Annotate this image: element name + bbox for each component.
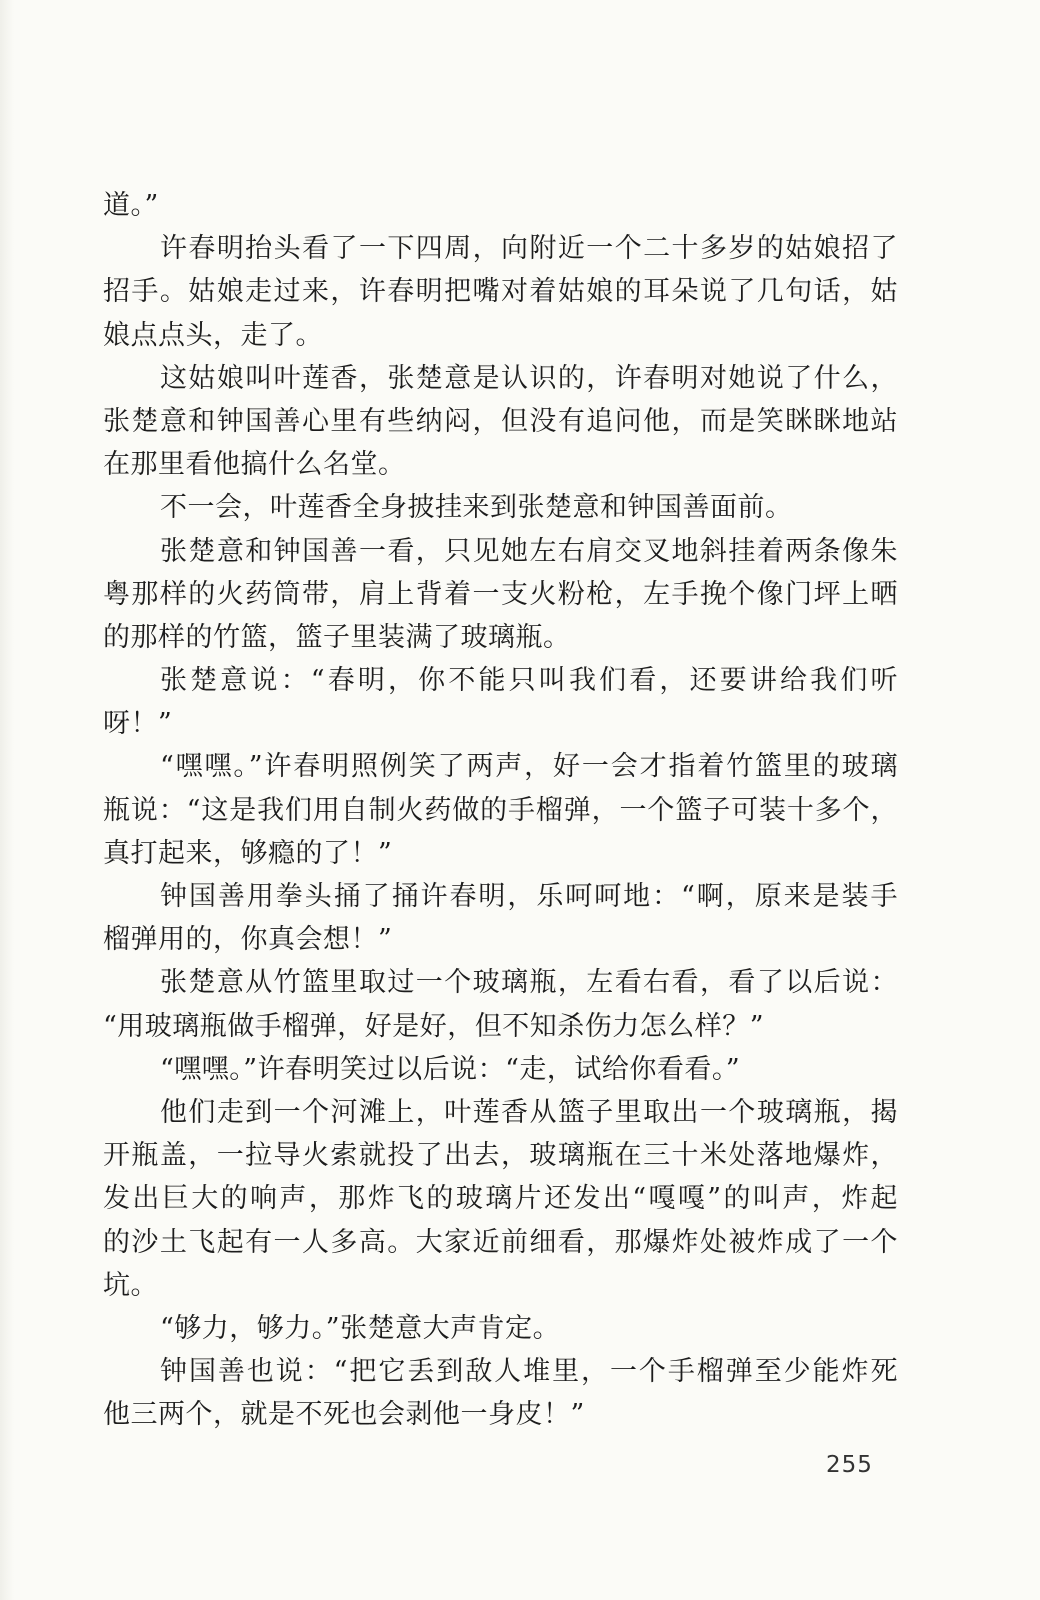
text-line: 他三两个，就是不死也会剥他一身皮！” [103, 1399, 585, 1431]
text-line: 张楚意和钟国善一看，只见她左右肩交叉地斜挂着两条像朱 [160, 535, 898, 567]
text-line: 不一会，叶莲香全身披挂来到张楚意和钟国善面前。 [160, 492, 793, 524]
text-line: 娘点点头，走了。 [103, 319, 323, 351]
text-line: 坑。 [103, 1269, 158, 1301]
text-line: 钟国善用拳头捅了捅许春明，乐呵呵地：“啊，原来是装手 [160, 881, 898, 912]
text-line: 招手。姑娘走过来，许春明把嘴对着姑娘的耳朵说了几句话，姑 [103, 276, 898, 308]
text-line: “嘿嘿。”许春明照例笑了两声，好一会才指着竹篮里的玻璃 [160, 751, 898, 783]
text-line: 张楚意从竹篮里取过一个玻璃瓶，左看右看，看了以后说： [160, 967, 898, 999]
body-text [103, 184, 898, 1436]
text-line: 张楚意说：“春明，你不能只叫我们看，还要讲给我们听 [160, 665, 898, 697]
text-line: “用玻璃瓶做手榴弹，好是好，但不知杀伤力怎么样？” [103, 1010, 765, 1042]
text-line: 的沙土飞起有一人多高。大家近前细看，那爆炸处被炸成了一个 [103, 1226, 898, 1258]
text-line: 张楚意和钟国善心里有些纳闷，但没有追问他，而是笑眯眯地站 [103, 405, 898, 437]
text-line: 这姑娘叫叶莲香，张楚意是认识的，许春明对她说了什么， [160, 362, 898, 394]
text-line: “嘿嘿。”许春明笑过以后说：“走，试给你看看。” [160, 1053, 741, 1085]
text-line: 的那样的竹篮，篮子里装满了玻璃瓶。 [103, 621, 571, 653]
text-line: 在那里看他搞什么名堂。 [103, 449, 406, 481]
text-line: 呀！” [103, 708, 173, 740]
text-line: 粤那样的火药筒带，肩上背着一支火粉枪，左手挽个像门坪上晒 [103, 578, 898, 610]
text-line: 道。” [103, 190, 159, 221]
text-line: 榴弹用的，你真会想！” [103, 924, 393, 956]
text-line: 发出巨大的响声，那炸飞的玻璃片还发出“嘎嘎”的叫声，炸起 [103, 1183, 898, 1215]
text-line: 开瓶盖，一拉导火索就投了出去，玻璃瓶在三十米处落地爆炸， [103, 1140, 898, 1172]
page-number: 255 [826, 1452, 873, 1478]
text-line: 真打起来，够瘾的了！” [103, 837, 393, 869]
text-line: 钟国善也说：“把它丢到敌人堆里，一个手榴弹至少能炸死 [160, 1356, 898, 1388]
text-line: 瓶说：“这是我们用自制火药做的手榴弹，一个篮子可装十多个， [103, 794, 898, 826]
text-line: “够力，够力。”张楚意大声肯定。 [160, 1312, 561, 1344]
text-line: 许春明抬头看了一下四周，向附近一个二十多岁的姑娘招了 [160, 233, 898, 265]
text-line: 他们走到一个河滩上，叶莲香从篮子里取出一个玻璃瓶，揭 [160, 1096, 898, 1128]
scan-edge-shadow [0, 0, 14, 1600]
